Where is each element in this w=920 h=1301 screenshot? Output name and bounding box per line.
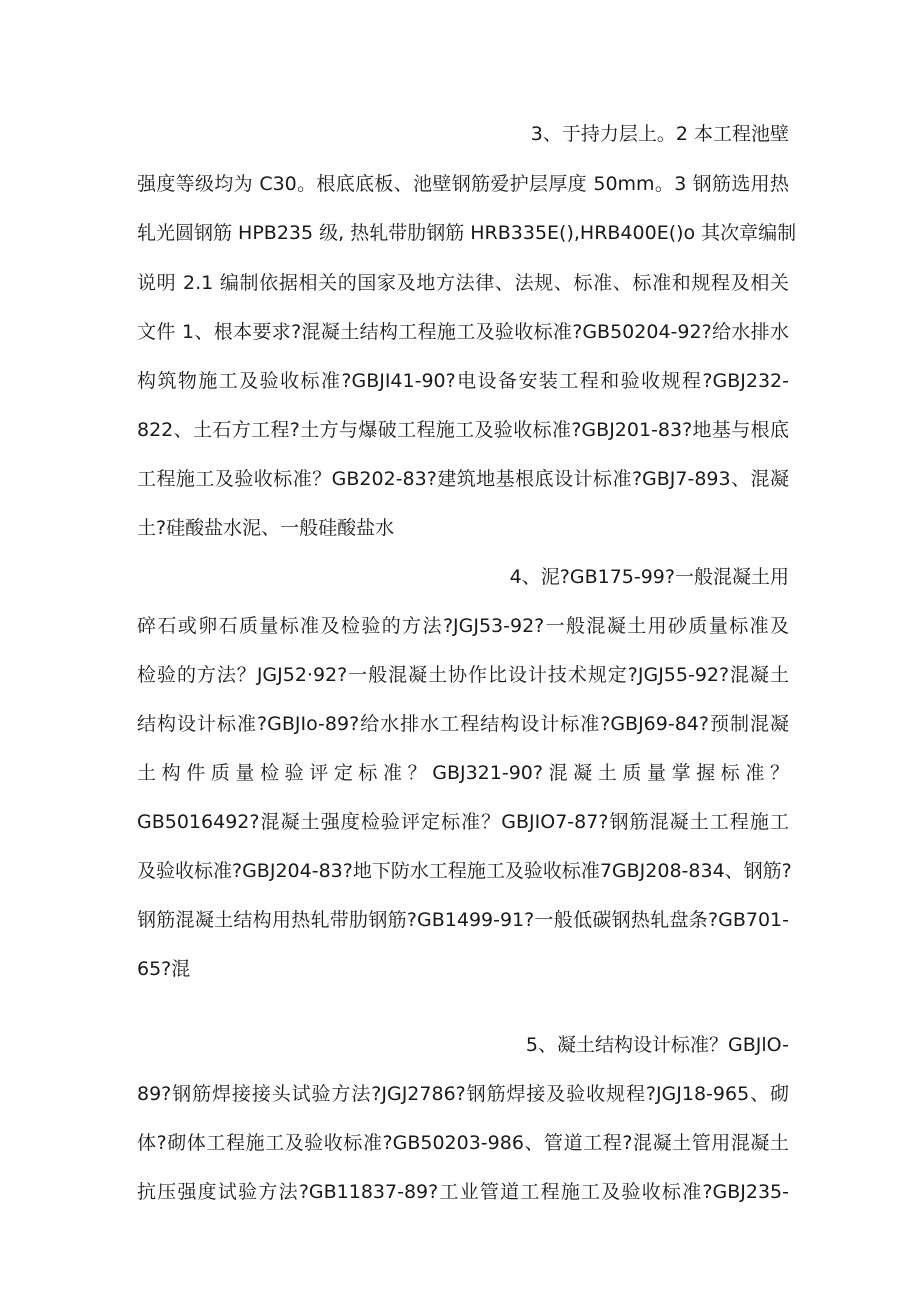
body-text-line-last: 土?硅酸盐水泥、一般硅酸盐水 <box>137 517 395 539</box>
body-text-line: 文件 1、根本要求?混凝土结构工程施工及验收标准?GB50204-92?给水排水 <box>137 321 789 343</box>
body-text-line: 说明 2.1 编制依据相关的国家及地方法律、法规、标准、标准和规程及相关 <box>137 272 789 294</box>
body-text-line: 轧光圆钢筋 HPB235 级, 热轧带肋钢筋 HRB335E(),HRB400E()o 其次章编制 <box>137 222 797 244</box>
section-1-heading-line: 3、于持力层上。2 本工程池壁 <box>530 123 789 145</box>
body-text-line: 检验的方法？JGJ52·92?一般混凝土协作比设计技术规定?JGJ55-92?混凝土 <box>137 664 789 686</box>
body-text-line: 钢筋混凝土结构用热轧带肋钢筋?GB1499-91?一般低碳钢热轧盘条?GB701- <box>137 909 789 931</box>
section-3-heading-line: 5、凝土结构设计标准？GBJlO- <box>525 1034 789 1056</box>
section-2-heading-line: 4、泥?GB175-99?一般混凝土用 <box>509 566 789 588</box>
body-text-line: 碎石或卵石质量标准及检验的方法?JGJ53-92?一般混凝土用砂质量标准及 <box>137 615 789 637</box>
body-text-line: GB5016492?混凝土强度检验评定标准？GBJIO7-87?钢筋混凝土工程施工 <box>137 811 789 833</box>
body-text-line-last: 65?混 <box>137 958 191 980</box>
body-text-line: 89?钢筋焊接接头试验方法?JGJ2786?钢筋焊接及验收规程?JGJ18-965、砌 <box>137 1083 789 1105</box>
body-text-line: 体?砌体工程施工及验收标准?GB50203-986、管道工程?混凝土管用混凝土 <box>137 1132 789 1154</box>
body-text-line: 及验收标准?GBJ204-83?地下防水工程施工及验收标准7GBJ208-834、钢筋? <box>137 860 792 882</box>
body-text-line: 构筑物施工及验收标准?GBJI41-90?电设备安装工程和验收规程?GBJ232- <box>137 370 789 392</box>
body-text-line: 土构件质量检验评定标准？GBJ321-90?混凝土质量掌握标准？ <box>137 762 789 784</box>
body-text-line: 结构设计标准?GBJIo-89?给水排水工程结构设计标准?GBJ69-84?预制混凝 <box>137 713 789 735</box>
body-text-line: 抗压强度试验方法?GB11837-89?工业管道工程施工及验收标准?GBJ235- <box>137 1181 789 1203</box>
body-text-line: 工程施工及验收标准？GB202-83?建筑地基根底设计标准?GBJ7-893、混凝 <box>137 468 789 490</box>
body-text-line: 强度等级均为 C30。根底底板、池壁钢筋爱护层厚度 50mm。3 钢筋选用热 <box>137 173 789 195</box>
body-text-line: 822、土石方工程?土方与爆破工程施工及验收标准?GBJ201-83?地基与根底 <box>137 419 789 441</box>
